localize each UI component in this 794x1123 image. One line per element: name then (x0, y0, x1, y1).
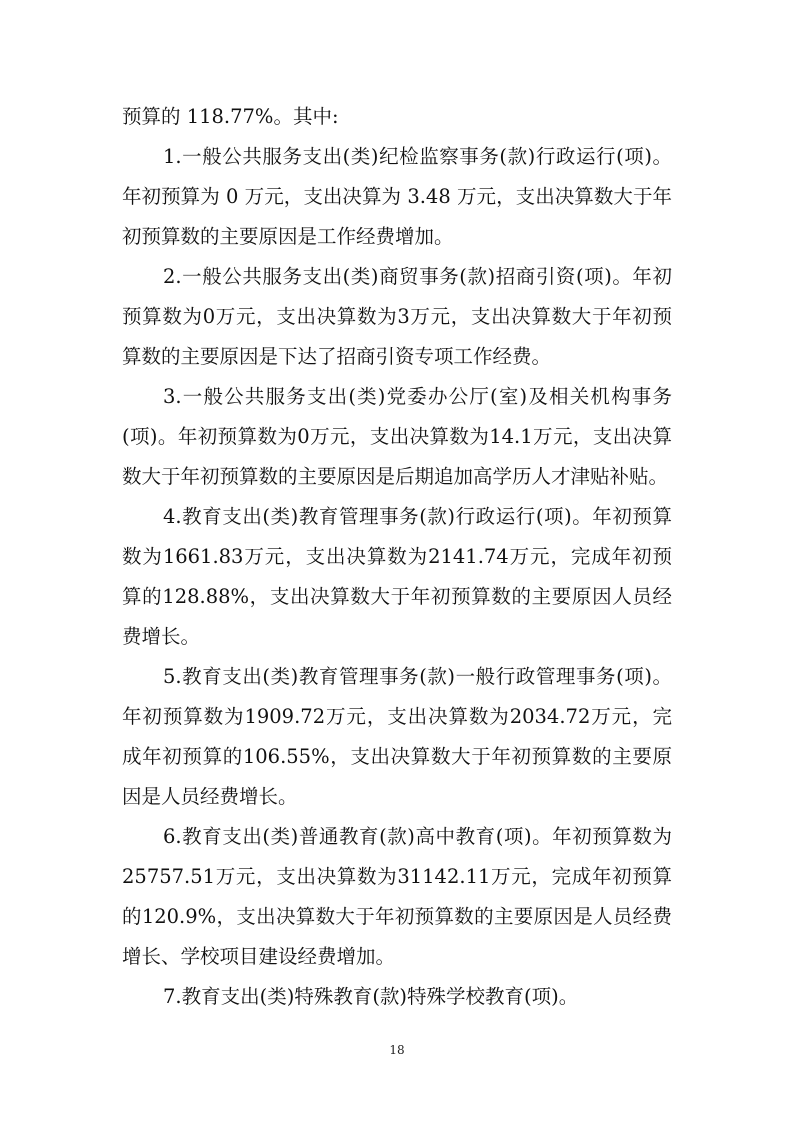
paragraph-item-7: 7.教育支出(类)特殊教育(款)特殊学校教育(项)。 (163, 985, 579, 1008)
document-body (122, 97, 672, 1017)
paragraph-item-5: 5.教育支出(类)教育管理事务(款)一般行政管理事务(项)。年初预算数为1909.72万元，支出决算数为2034.72万元，完成年初预算的106.55%，支出决算数大于年初预算数的主要原因是人员经费增长。 (122, 665, 672, 808)
page-number: 18 (389, 1043, 405, 1057)
paragraph-item-2: 2.一般公共服务支出(类)商贸事务(款)招商引资(项)。年初预算数为0万元，支出决算数为3万元，支出决算数大于年初预算数的主要原因是下达了招商引资专项工作经费。 (122, 265, 672, 368)
paragraph-item-4: 4.教育支出(类)教育管理事务(款)行政运行(项)。年初预算数为1661.83万元，支出决算数为2141.74万元，完成年初预算的128.88%，支出决算数大于年初预算数的主要原因人员经费增长。 (122, 505, 672, 648)
paragraph-item-6: 6.教育支出(类)普通教育(款)高中教育(项)。年初预算数为25757.51万元，支出决算数为31142.11万元，完成年初预算的120.9%，支出决算数大于年初预算数的主要原因是人员经费增长、学校项目建设经费增加。 (122, 825, 672, 968)
paragraph-item-1: 1.一般公共服务支出(类)纪检监察事务(款)行政运行(项)。年初预算为 0 万元，支出决算为 3.48 万元，支出决算数大于年初预算数的主要原因是工作经费增加。 (122, 145, 672, 248)
paragraph-continuation: 预算的 118.77%。其中: (122, 105, 339, 128)
paragraph-item-3: 3.一般公共服务支出(类)党委办公厅(室)及相关机构事务(项)。年初预算数为0万元，支出决算数为14.1万元，支出决算数大于年初预算数的主要原因是后期追加高学历人才津贴补贴。 (122, 385, 672, 488)
